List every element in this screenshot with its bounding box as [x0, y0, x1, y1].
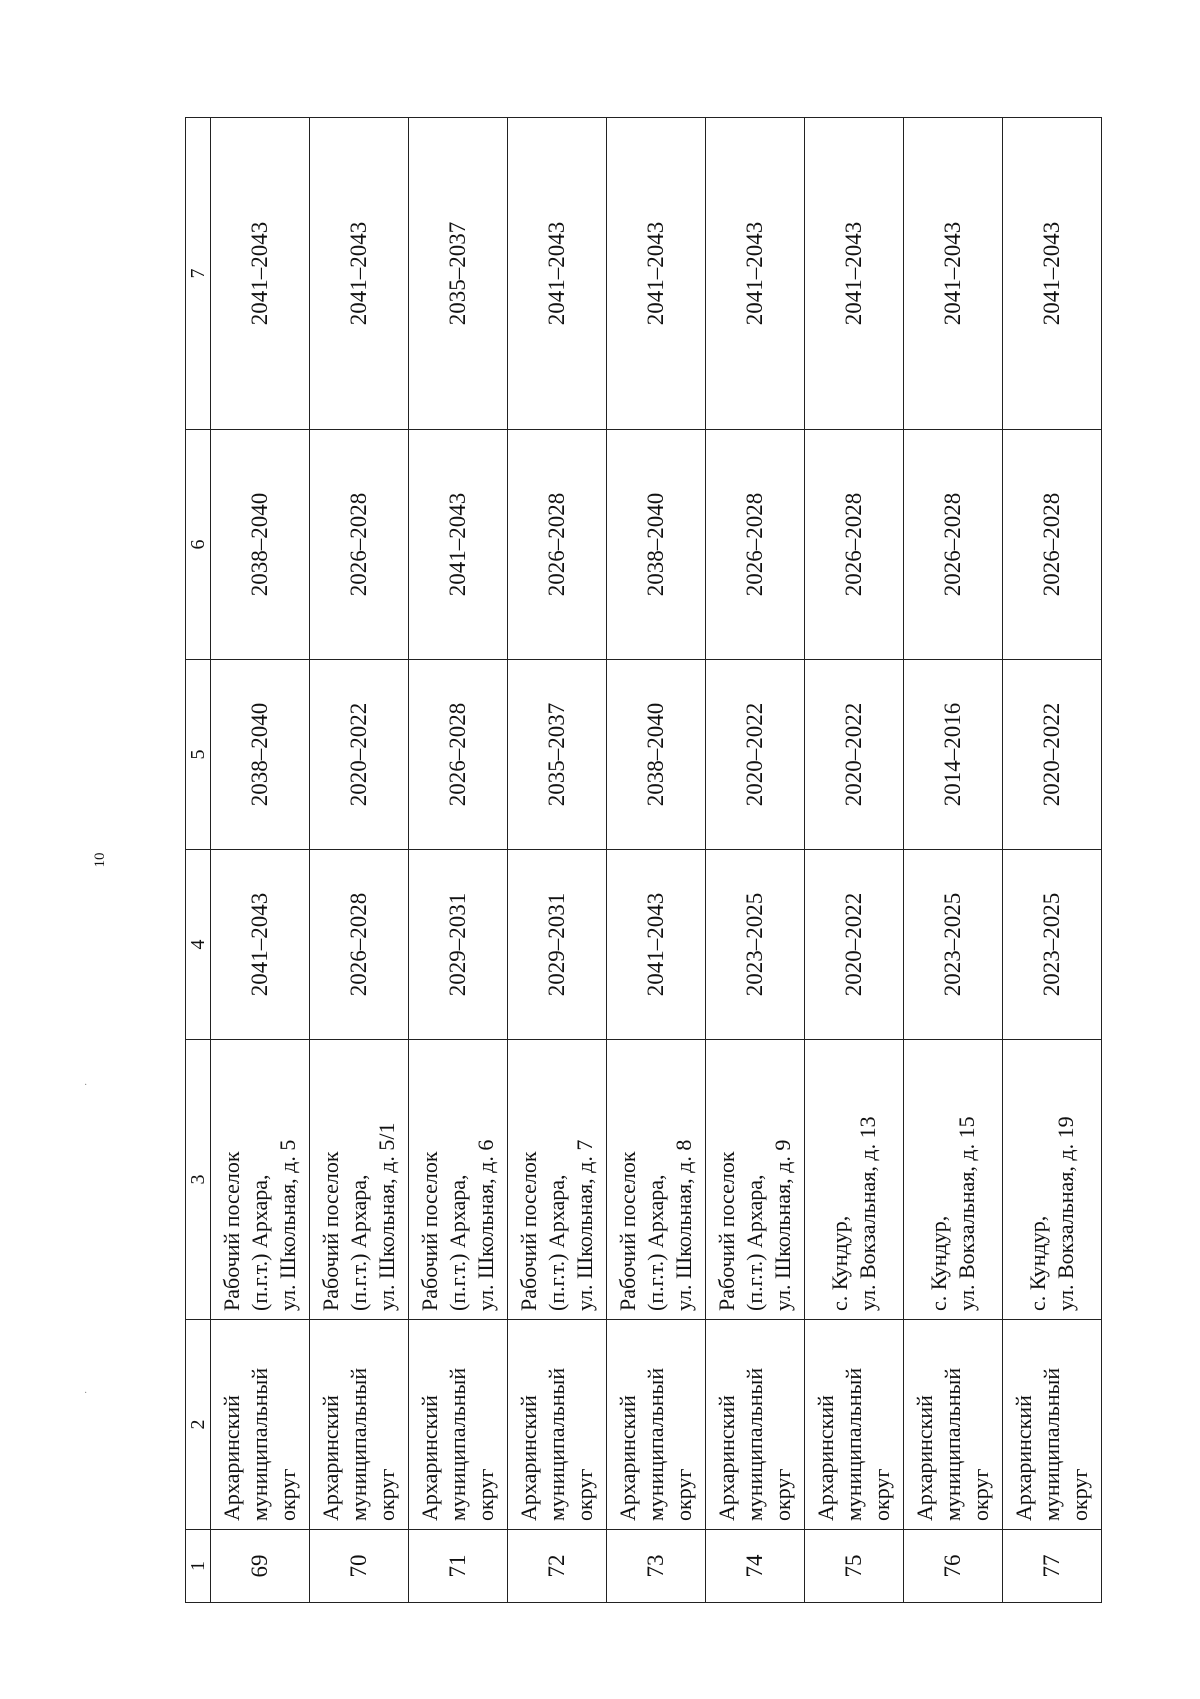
district-line: муниципальный — [841, 1367, 866, 1521]
address-line: (п.г.т.) Архара, — [643, 1174, 668, 1311]
row-number-cell: 73 — [607, 1530, 706, 1603]
column-header-1: 1 — [186, 1530, 211, 1603]
table-row — [706, 118, 805, 1603]
district-cell — [1003, 1320, 1102, 1530]
address-cell — [211, 1040, 310, 1320]
period-cell-c4: 2023–2025 — [904, 850, 1003, 1040]
header-row — [186, 118, 211, 1603]
period-cell-c4: 2020–2022 — [805, 850, 904, 1040]
table-row — [1003, 118, 1102, 1603]
address-line: (п.г.т.) Архара, — [742, 1174, 767, 1311]
column-header-3: 3 — [186, 1040, 211, 1320]
address-line: ул. Школьная, д. 5/1 — [374, 1122, 399, 1311]
period-cell-c4: 2029–2031 — [508, 850, 607, 1040]
address-line: ул. Вокзальная, д. 13 — [855, 1116, 880, 1311]
address-cell — [706, 1040, 805, 1320]
district-line: округ — [869, 1468, 894, 1521]
period-cell-c5: 2038–2040 — [211, 660, 310, 850]
address-cell — [805, 1040, 904, 1320]
district-line: округ — [968, 1468, 993, 1521]
address-line: с. Кундур, — [1025, 1215, 1050, 1311]
table-row — [211, 118, 310, 1603]
period-cell-c4: 2041–2043 — [211, 850, 310, 1040]
row-number-cell: 72 — [508, 1530, 607, 1603]
district-line: муниципальный — [940, 1367, 965, 1521]
district-line: муниципальный — [346, 1367, 371, 1521]
address-line: ул. Школьная, д. 6 — [473, 1139, 498, 1311]
scan-speck: · — [84, 1388, 88, 1399]
period-cell-c4: 2041–2043 — [607, 850, 706, 1040]
district-cell — [706, 1320, 805, 1530]
period-cell-c7: 2041–2043 — [607, 118, 706, 430]
row-number-cell: 75 — [805, 1530, 904, 1603]
column-header-2: 2 — [186, 1320, 211, 1530]
period-cell-c5: 2020–2022 — [805, 660, 904, 850]
address-cell — [310, 1040, 409, 1320]
district-line: округ — [770, 1468, 795, 1521]
period-cell-c7: 2035–2037 — [409, 118, 508, 430]
period-cell-c5: 2020–2022 — [1003, 660, 1102, 850]
address-line: (п.г.т.) Архара, — [247, 1174, 272, 1311]
district-line: округ — [572, 1468, 597, 1521]
address-cell — [607, 1040, 706, 1320]
district-line: Архаринский — [516, 1395, 541, 1521]
district-line: округ — [671, 1468, 696, 1521]
row-number-cell: 69 — [211, 1530, 310, 1603]
address-line: Рабочий поселок — [615, 1151, 640, 1311]
period-cell-c7: 2041–2043 — [706, 118, 805, 430]
district-line: Архаринский — [615, 1395, 640, 1521]
row-number-cell: 77 — [1003, 1530, 1102, 1603]
address-line: (п.г.т.) Архара, — [445, 1174, 470, 1311]
district-line: Архаринский — [714, 1395, 739, 1521]
district-line: муниципальный — [1039, 1367, 1064, 1521]
district-line: округ — [473, 1468, 498, 1521]
period-cell-c6: 2038–2040 — [211, 430, 310, 660]
period-cell-c6: 2026–2028 — [805, 430, 904, 660]
district-cell — [211, 1320, 310, 1530]
address-cell — [409, 1040, 508, 1320]
address-line: с. Кундур, — [827, 1215, 852, 1311]
period-cell-c6: 2026–2028 — [310, 430, 409, 660]
period-cell-c6: 2026–2028 — [508, 430, 607, 660]
table-row — [508, 118, 607, 1603]
address-cell — [1003, 1040, 1102, 1320]
period-cell-c7: 2041–2043 — [211, 118, 310, 430]
page-number: 10 — [92, 852, 108, 868]
column-header-4: 4 — [186, 850, 211, 1040]
row-number-cell: 74 — [706, 1530, 805, 1603]
address-line: ул. Школьная, д. 9 — [770, 1139, 795, 1311]
period-cell-c5: 2014–2016 — [904, 660, 1003, 850]
address-line: с. Кундур, — [926, 1215, 951, 1311]
district-line: муниципальный — [742, 1367, 767, 1521]
address-line: ул. Школьная, д. 5 — [275, 1139, 300, 1311]
period-cell-c5: 2026–2028 — [409, 660, 508, 850]
district-line: округ — [374, 1468, 399, 1521]
period-cell-c4: 2029–2031 — [409, 850, 508, 1040]
address-cell — [508, 1040, 607, 1320]
period-cell-c4: 2026–2028 — [310, 850, 409, 1040]
district-cell — [508, 1320, 607, 1530]
address-line: ул. Школьная, д. 7 — [572, 1139, 597, 1311]
schedule-table — [185, 117, 1102, 1603]
table-row — [904, 118, 1003, 1603]
period-cell-c5: 2035–2037 — [508, 660, 607, 850]
district-line: муниципальный — [643, 1367, 668, 1521]
row-number-cell: 76 — [904, 1530, 1003, 1603]
rotated-table-container — [185, 118, 1092, 1603]
column-header-6: 6 — [186, 430, 211, 660]
district-line: Архаринский — [912, 1395, 937, 1521]
period-cell-c7: 2041–2043 — [508, 118, 607, 430]
district-line: Архаринский — [813, 1395, 838, 1521]
district-line: Архаринский — [318, 1395, 343, 1521]
district-line: округ — [1067, 1468, 1092, 1521]
period-cell-c6: 2026–2028 — [904, 430, 1003, 660]
district-line: Архаринский — [219, 1395, 244, 1521]
address-line: Рабочий поселок — [417, 1151, 442, 1311]
address-line: (п.г.т.) Архара, — [544, 1174, 569, 1311]
period-cell-c6: 2041–2043 — [409, 430, 508, 660]
address-line: (п.г.т.) Архара, — [346, 1174, 371, 1311]
district-line: муниципальный — [445, 1367, 470, 1521]
period-cell-c6: 2026–2028 — [706, 430, 805, 660]
district-line: муниципальный — [544, 1367, 569, 1521]
row-number-cell: 71 — [409, 1530, 508, 1603]
address-line: ул. Вокзальная, д. 15 — [954, 1116, 979, 1311]
period-cell-c7: 2041–2043 — [904, 118, 1003, 430]
table-row — [409, 118, 508, 1603]
period-cell-c4: 2023–2025 — [1003, 850, 1102, 1040]
period-cell-c5: 2020–2022 — [706, 660, 805, 850]
table-body — [211, 118, 1102, 1603]
scan-speck: · — [84, 1080, 88, 1091]
period-cell-c5: 2038–2040 — [607, 660, 706, 850]
district-cell — [310, 1320, 409, 1530]
address-line: Рабочий поселок — [219, 1151, 244, 1311]
address-cell — [904, 1040, 1003, 1320]
table-row — [310, 118, 409, 1603]
period-cell-c6: 2026–2028 — [1003, 430, 1102, 660]
table-row — [805, 118, 904, 1603]
address-line: Рабочий поселок — [516, 1151, 541, 1311]
district-cell — [409, 1320, 508, 1530]
period-cell-c7: 2041–2043 — [310, 118, 409, 430]
district-line: Архаринский — [417, 1395, 442, 1521]
district-cell — [904, 1320, 1003, 1530]
address-line: ул. Школьная, д. 8 — [671, 1139, 696, 1311]
period-cell-c4: 2023–2025 — [706, 850, 805, 1040]
period-cell-c7: 2041–2043 — [1003, 118, 1102, 430]
period-cell-c7: 2041–2043 — [805, 118, 904, 430]
table-row — [607, 118, 706, 1603]
district-line: Архаринский — [1011, 1395, 1036, 1521]
district-line: муниципальный — [247, 1367, 272, 1521]
row-number-cell: 70 — [310, 1530, 409, 1603]
address-line: Рабочий поселок — [714, 1151, 739, 1311]
period-cell-c6: 2038–2040 — [607, 430, 706, 660]
address-line: ул. Вокзальная, д. 19 — [1053, 1116, 1078, 1311]
district-line: округ — [275, 1468, 300, 1521]
column-header-5: 5 — [186, 660, 211, 850]
period-cell-c5: 2020–2022 — [310, 660, 409, 850]
district-cell — [805, 1320, 904, 1530]
district-cell — [607, 1320, 706, 1530]
address-line: Рабочий поселок — [318, 1151, 343, 1311]
column-header-7: 7 — [186, 118, 211, 430]
